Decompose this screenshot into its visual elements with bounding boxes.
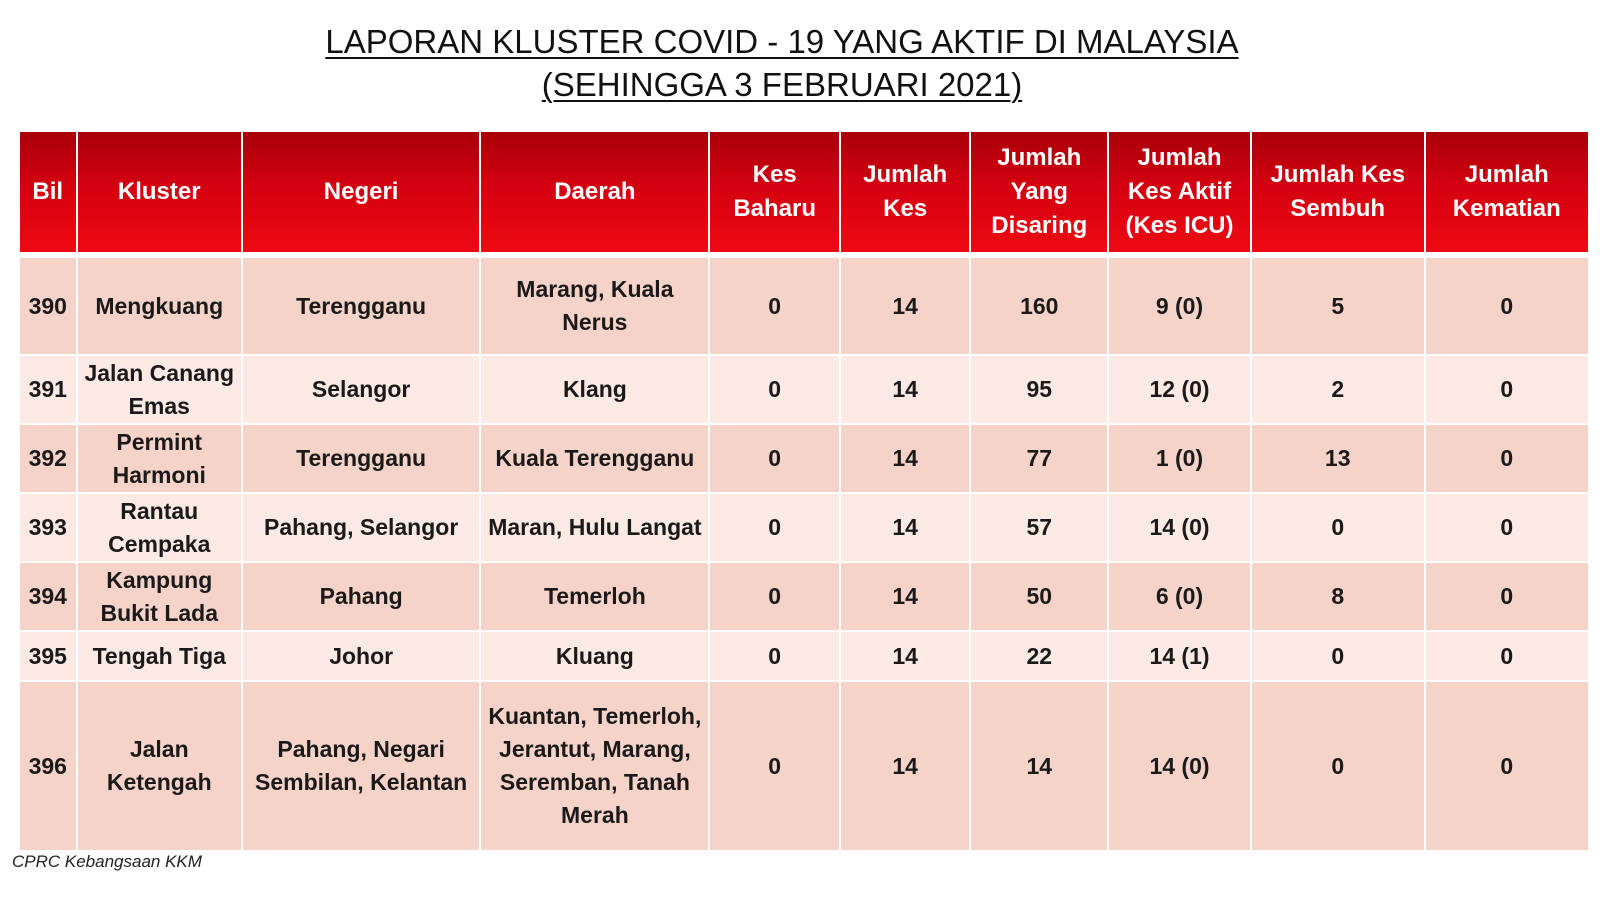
cell-kematian: 0	[1425, 493, 1589, 562]
title-line-2: (SEHINGGA 3 FEBRUARI 2021)	[541, 66, 1023, 103]
table-row	[19, 257, 1589, 355]
cell-bil: 395	[19, 631, 77, 681]
cell-jumlah-disaring: 57	[970, 493, 1108, 562]
cell-jumlah-kes: 14	[840, 424, 970, 493]
cell-daerah: Kuantan, Temerloh, Jerantut, Marang, Seremban, Tanah Merah	[480, 681, 709, 851]
cell-kes-baharu: 0	[709, 257, 839, 355]
header-bil: Bil	[19, 131, 77, 253]
cell-kes-sembuh: 2	[1251, 355, 1425, 424]
cell-jumlah-disaring: 22	[970, 631, 1108, 681]
cell-kes-aktif: 9 (0)	[1108, 257, 1251, 355]
cell-kes-baharu: 0	[709, 424, 839, 493]
cell-bil: 396	[19, 681, 77, 851]
cell-negeri: Selangor	[242, 355, 480, 424]
cell-kematian: 0	[1425, 257, 1589, 355]
cell-jumlah-disaring: 14	[970, 681, 1108, 851]
header-jumlah-kes: Jumlah Kes	[840, 131, 970, 253]
header-kluster: Kluster	[77, 131, 242, 253]
cell-kes-aktif: 14 (1)	[1108, 631, 1251, 681]
cell-kluster: Permint Harmoni	[77, 424, 242, 493]
cell-daerah: Maran, Hulu Langat	[480, 493, 709, 562]
cell-jumlah-kes: 14	[840, 631, 970, 681]
header-kes-aktif: Jumlah Kes Aktif (Kes ICU)	[1108, 131, 1251, 253]
header-row	[19, 131, 1589, 253]
cell-negeri: Pahang, Negari Sembilan, Kelantan	[242, 681, 480, 851]
cell-jumlah-kes: 14	[840, 562, 970, 631]
cell-daerah: Klang	[480, 355, 709, 424]
cell-bil: 390	[19, 257, 77, 355]
cell-jumlah-disaring: 77	[970, 424, 1108, 493]
cell-kes-aktif: 14 (0)	[1108, 681, 1251, 851]
header-kes-baharu: Kes Baharu	[709, 131, 839, 253]
cell-kluster: Jalan Ketengah	[77, 681, 242, 851]
cell-kes-aktif: 12 (0)	[1108, 355, 1251, 424]
cell-daerah: Kluang	[480, 631, 709, 681]
cell-kluster: Jalan Canang Emas	[77, 355, 242, 424]
cell-kes-aktif: 14 (0)	[1108, 493, 1251, 562]
cell-jumlah-disaring: 95	[970, 355, 1108, 424]
header-daerah: Daerah	[480, 131, 709, 253]
cell-jumlah-kes: 14	[840, 355, 970, 424]
cell-kes-sembuh: 0	[1251, 493, 1425, 562]
table-row	[19, 681, 1589, 851]
title-line-1: LAPORAN KLUSTER COVID - 19 YANG AKTIF DI MALAYSIA	[325, 23, 1239, 60]
table-row	[19, 355, 1589, 424]
cell-bil: 392	[19, 424, 77, 493]
cell-kluster: Rantau Cempaka	[77, 493, 242, 562]
table-row	[19, 493, 1589, 562]
cell-kluster: Kampung Bukit Lada	[77, 562, 242, 631]
header-negeri: Negeri	[242, 131, 480, 253]
cell-kes-baharu: 0	[709, 355, 839, 424]
cell-kematian: 0	[1425, 681, 1589, 851]
page-title	[0, 20, 1564, 106]
cell-kluster: Tengah Tiga	[77, 631, 242, 681]
cell-negeri: Johor	[242, 631, 480, 681]
cell-kes-aktif: 1 (0)	[1108, 424, 1251, 493]
header-jumlah-disaring: Jumlah Yang Disaring	[970, 131, 1108, 253]
cell-jumlah-kes: 14	[840, 681, 970, 851]
cell-kes-sembuh: 0	[1251, 681, 1425, 851]
cell-bil: 393	[19, 493, 77, 562]
cell-bil: 391	[19, 355, 77, 424]
cell-kematian: 0	[1425, 562, 1589, 631]
cell-kes-baharu: 0	[709, 631, 839, 681]
cell-kes-sembuh: 0	[1251, 631, 1425, 681]
cell-kes-baharu: 0	[709, 562, 839, 631]
cell-jumlah-kes: 14	[840, 257, 970, 355]
cell-negeri: Terengganu	[242, 424, 480, 493]
cell-negeri: Pahang	[242, 562, 480, 631]
cell-daerah: Marang, Kuala Nerus	[480, 257, 709, 355]
table-row	[19, 424, 1589, 493]
cell-daerah: Kuala Terengganu	[480, 424, 709, 493]
cell-jumlah-disaring: 160	[970, 257, 1108, 355]
cell-kes-sembuh: 8	[1251, 562, 1425, 631]
cluster-table	[18, 130, 1590, 852]
cell-negeri: Terengganu	[242, 257, 480, 355]
cell-kematian: 0	[1425, 424, 1589, 493]
cell-kes-baharu: 0	[709, 681, 839, 851]
cell-kluster: Mengkuang	[77, 257, 242, 355]
cell-jumlah-kes: 14	[840, 493, 970, 562]
cell-daerah: Temerloh	[480, 562, 709, 631]
table-row	[19, 562, 1589, 631]
cell-kes-sembuh: 13	[1251, 424, 1425, 493]
header-kematian: Jumlah Kematian	[1425, 131, 1589, 253]
cell-jumlah-disaring: 50	[970, 562, 1108, 631]
cell-kes-aktif: 6 (0)	[1108, 562, 1251, 631]
cell-negeri: Pahang, Selangor	[242, 493, 480, 562]
table-row	[19, 631, 1589, 681]
cell-bil: 394	[19, 562, 77, 631]
cell-kes-baharu: 0	[709, 493, 839, 562]
cell-kematian: 0	[1425, 631, 1589, 681]
header-kes-sembuh: Jumlah Kes Sembuh	[1251, 131, 1425, 253]
source-note: CPRC Kebangsaan KKM	[12, 852, 202, 871]
cell-kematian: 0	[1425, 355, 1589, 424]
cell-kes-sembuh: 5	[1251, 257, 1425, 355]
